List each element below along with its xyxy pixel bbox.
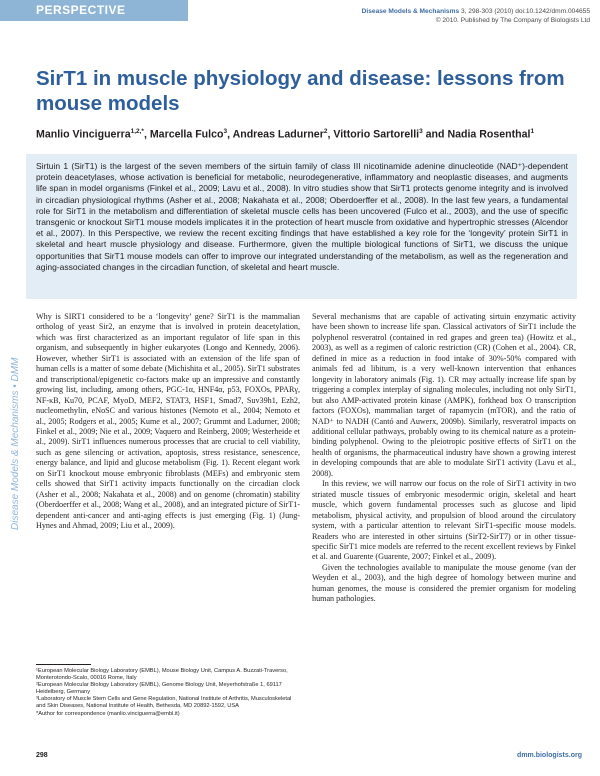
author-affiliation: 1,2,* xyxy=(130,128,144,135)
journal-header xyxy=(230,7,590,25)
section-label: PERSPECTIVE xyxy=(36,3,126,17)
author-name: Marcella Fulco xyxy=(149,128,224,141)
author-name: Andreas Ladurner xyxy=(232,128,324,141)
author-affiliation: 1 xyxy=(530,128,535,135)
article-title: SirT1 in muscle physiology and disease: lessons from mouse models xyxy=(36,67,565,115)
sidebar-journal-text: Disease Models & Mechanisms • DMM xyxy=(10,357,21,530)
section-banner xyxy=(0,0,188,21)
correspondence-footnote: *Author for correspondence (manlio.vinciguerra@embl.it) xyxy=(36,710,180,717)
author-name: Manlio Vinciguerra xyxy=(36,128,131,141)
author-affiliation: 2 xyxy=(323,128,328,135)
body-column-right xyxy=(312,312,576,605)
affiliation-footnote: ¹European Molecular Biology Laboratory (EMBL), Mouse Biology Unit, Campus A. Buzzati-Traverso, Monterotondo-Scalo, 00016 Rome, Italy xyxy=(36,668,288,682)
abstract-box xyxy=(26,154,577,299)
author-affiliation: 3 xyxy=(419,128,423,135)
author-separator: , xyxy=(227,128,233,141)
body-paragraph: Why is SIRT1 considered to be a ‘longevity’ gene? SirT1 is the mammalian ortholog of yeast Sir2, an enzyme that is involved in protein deacetylation, which was first characterized as an important regulator of life span in this organism, and subsequently in higher eukaryotes (Longo and Kennedy, 2006). However, whether SirT1 is associated with an extension of the life span of human cells is a matter of some debate (Michishita et al., 2005). SirT1 substrates and transcriptional/epigenetic co-factors make up an impressive and constantly growing list, including, among others, PGC-1α, HNF4α, p53, FOXOs, PPARγ, NF-κB, Ku70, PCAF, MyoD, MEF2, STAT3, HSF1, Smad7, Suv39h1, Ezh2, nucleomethylin, eNoSC and various histones (Nemoto et al., 2004; Nemoto et al., 2005; Rodgers et al., 2005; Kume et al., 2007; Grummt and Ladurner, 2008; Finkel et al., 2009; Nie et al., 2009; Vaquero and Reinberg, 2009; Westerheide et al., 2009). SirT1 influences numerous processes that are crucial to cell viability, such as gene silencing or activation, apoptosis, stress resistance, senescence, energy balance, and lipid and glucose metabolism (Fig. 1). Recent elegant work on SirT1 knockout mouse embryonic fibroblasts (MEFs) and embryonic stem cells showed that SirT1 activity impacts functionally on the circadian clock (Asher et al., 2008; Nakahata et al., 2008) and on genome (chromatin) stability (Oberdoerffer et al., 2008; Wang et al., 2008), and an integrated picture of SirT1-dependent anti-cancer and anti-aging effects is just emerging (Fig. 1) (Jung-Hynes and Ahmad, 2009; Liu et al., 2009). xyxy=(36,312,300,531)
abstract-text: Sirtuin 1 (SirT1) is the largest of the seven members of the sirtuin family of class III nicotinamide adenine dinucleotide (NAD⁺)-dependent protein deacetylases, whose activation is beneficial for metabolic, neurodegenerative, inflammatory and neoplastic diseases, and augments life span in model organisms (Finkel et al., 2009; Lavu et al., 2008). In vitro studies show that SirT1 protects genome integrity and is involved in circadian physiological rhythms (Asher et al., 2008; Nakahata et al., 2008; Oberdoerffer et al., 2008). In the last few years, a fundamental role for SirT1 in the metabolism and differentiation of skeletal muscle cells has been uncovered (Fulco et al., 2003), and the use of specific transgenic or knockout SirT1 mouse models implicates it in the protection of heart muscle from oxidative and hypertrophic stresses (Alcendor et al., 2007). In this Perspective, we review the recent exciting findings that have established a key role for the ‘longevity’ protein SirT1 in skeletal and heart muscle physiology and disease. Furthermore, given the multiple biological functions of SirT1, we discuss the unique opportunities that SirT1 mouse models can offer to improve our integrated understanding of the metabolism, as well as the regeneration and aging-associated changes in the circadian function, of skeletal and heart muscle. xyxy=(36,161,568,272)
author-separator: and xyxy=(422,128,448,141)
author-list xyxy=(36,128,581,141)
body-column-left xyxy=(36,312,300,532)
journal-citation-line xyxy=(230,7,590,16)
author-name: Nadia Rosenthal xyxy=(447,128,531,141)
footnotes xyxy=(36,668,296,718)
affiliation-footnote: ³Laboratory of Muscle Stem Cells and Gene Regulation, National Institute of Arthritis, Musculoskeletal and Skin Diseases, National Institute of Health, Bethesda, MD 20892-1592, USA xyxy=(36,696,292,710)
author-name: Vittorio Sartorelli xyxy=(333,128,420,141)
author-separator: , xyxy=(143,128,150,141)
journal-name: Disease Models & Mechanisms xyxy=(361,8,460,15)
journal-website[interactable]: dmm.biologists.org xyxy=(517,752,582,759)
body-paragraph: In this review, we will narrow our focus on the role of SirT1 activity in two striated muscle tissues of embryonic mesodermic origin, skeletal and heart muscle, which govern fundamental processes such as glucose and lipid metabolism, physical activity, and propulsion of blood around the circulatory system, with a particular attention to relevant SirT1-specific mouse models. Readers who are interested in other sirtuins (SirT2-SirT7) or in other tissue-specific SirT1 mice models are referred to the recent excellent reviews by Finkel et al. and Guarente (Guarente, 2007; Finkel et al., 2009). xyxy=(312,479,576,562)
page-number: 298 xyxy=(36,752,48,759)
author-affiliation: 3 xyxy=(223,128,228,135)
author-separator: , xyxy=(327,128,334,141)
affiliation-footnote: ²European Molecular Biology Laboratory (EMBL), Genome Biology Unit, Meyerhofstraße 1, 69117 Heidelberg, Germany xyxy=(36,682,282,696)
journal-copyright: © 2010. Published by The Company of Biologists Ltd xyxy=(435,17,590,24)
journal-citation: 3, 298-303 (2010) doi:10.1242/dmm.004655 xyxy=(459,8,590,15)
body-paragraph: Several mechanisms that are capable of activating sirtuin enzymatic activity have been shown to increase life span. Classical activators of SirT1 include the polyphenol resveratrol (contained in red grapes and green tea) (Howitz et al., 2003), as well as a regimen of caloric restriction (CR) (Cohen et al., 2004). CR, defined in mice as a reduction in food intake of 30%-50% compared with animals fed ad libitum, is a very well-known intervention that enhances longevity in laboratory animals (Fig. 1). CR may actually increase life span by triggering a complex interplay of signaling molecules, including not only SirT1, but also AMP-activated protein kinase (AMPK), forkhead box O transcription factors (FOXOs), mammalian target of rapamycin (mTOR), and the ratio of NAD⁺ to NADH (Cantó and Auwerx, 2009b). Similarly, resveratrol impacts on additional cellular pathways, probably owing to its chemical nature as a protein-binding polyphenol. Owing to the pleiotropic positive effects of SirT1 on the health of organisms, the pharmaceutical industry have shown a growing interest in developing compounds that are able to modulate SirT1 activity (Lavu et al., 2008). xyxy=(312,312,576,478)
body-paragraph: Given the technologies available to manipulate the mouse genome (van der Weyden et al., 2003), and the high degree of homology between murine and human genomes, the mouse is considered the premier organism for modeling human pathologies. xyxy=(312,562,576,604)
footnote-divider xyxy=(36,664,91,665)
